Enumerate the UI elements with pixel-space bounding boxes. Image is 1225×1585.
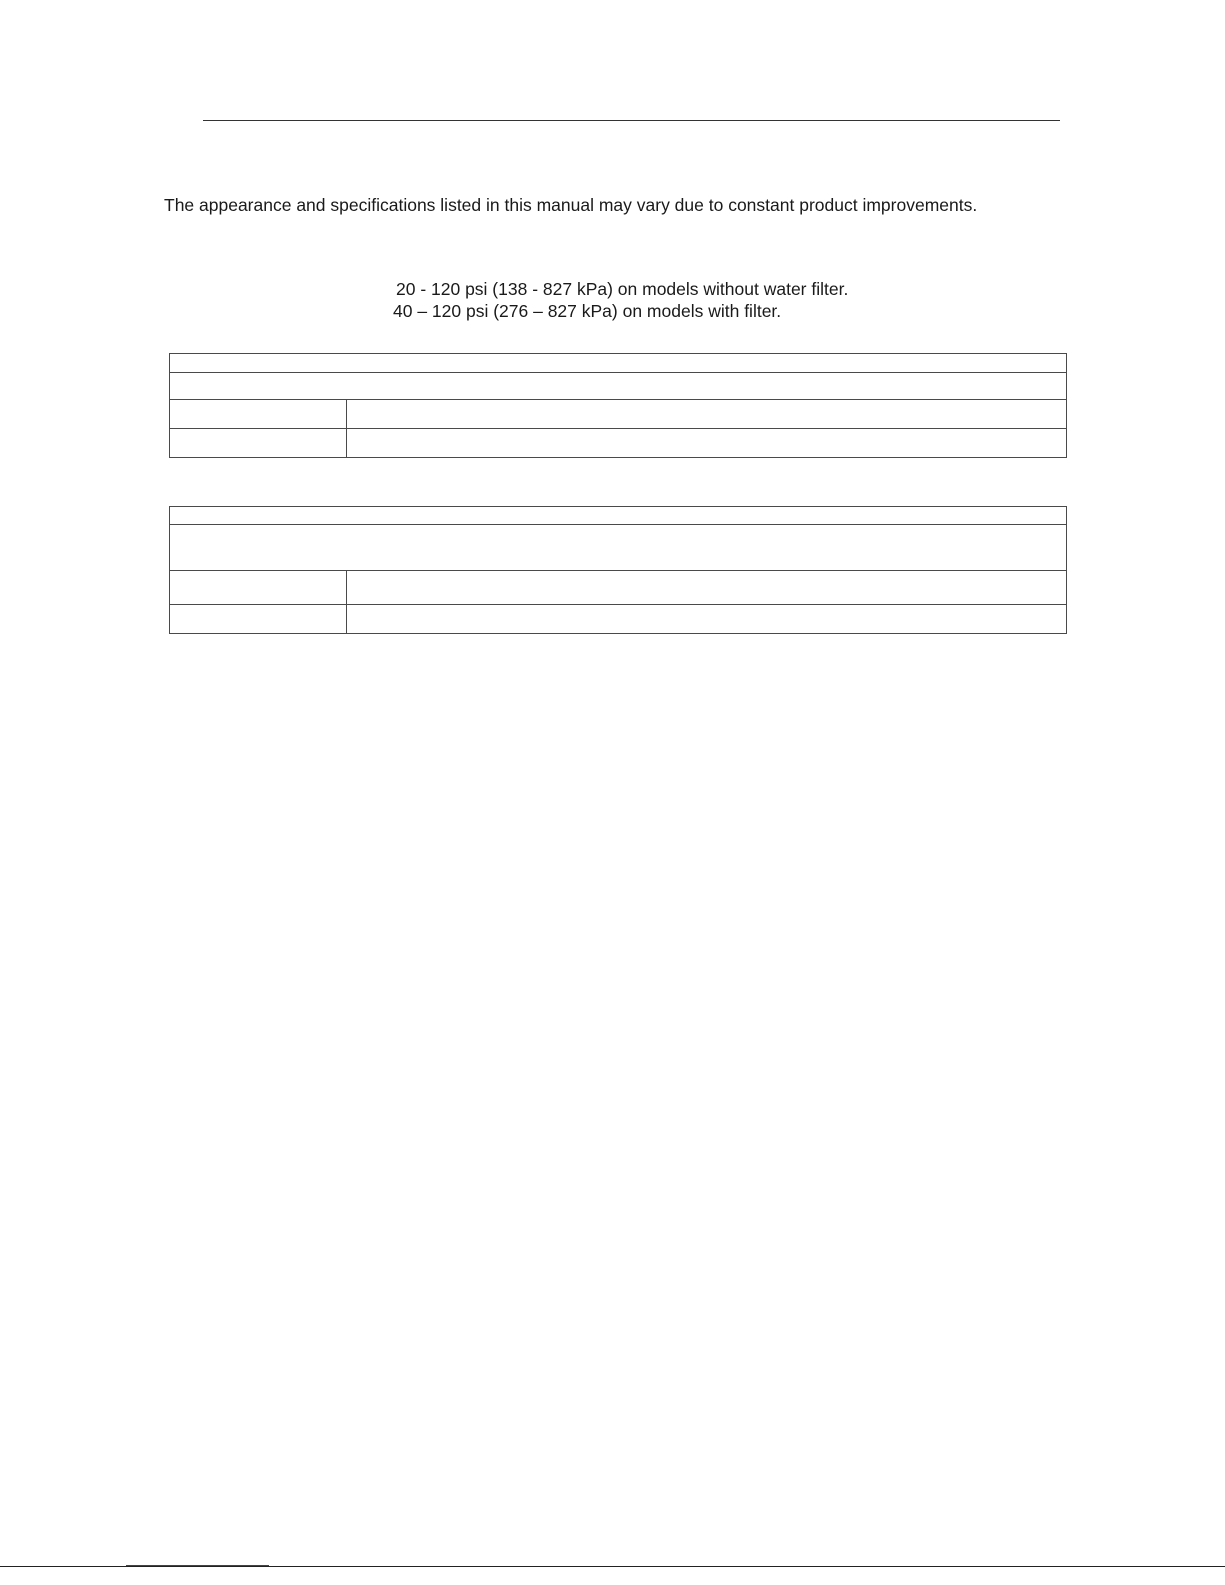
- table-cell: [170, 429, 347, 458]
- table-row: [170, 354, 1067, 373]
- table-cell: [347, 605, 1067, 634]
- table-cell: [170, 525, 1067, 571]
- pressure-spec-without-filter: 20 - 120 psi (138 - 827 kPa) on models without water filter.: [396, 279, 849, 299]
- spec-table-1: [169, 353, 1067, 458]
- table-row: [170, 400, 1067, 429]
- table-cell: [347, 429, 1067, 458]
- table-row: [170, 571, 1067, 605]
- table-cell: [170, 507, 1067, 525]
- table-cell: [170, 571, 347, 605]
- table-cell: [170, 605, 347, 634]
- table-cell: [170, 373, 1067, 400]
- table-row: [170, 507, 1067, 525]
- spec-table-2: [169, 506, 1067, 634]
- table-row: [170, 525, 1067, 571]
- table-cell: [347, 571, 1067, 605]
- intro-paragraph: The appearance and specifications listed in this manual may vary due to constant product improvements.: [164, 195, 978, 215]
- table-cell: [347, 400, 1067, 429]
- table-row: [170, 429, 1067, 458]
- footer-rule: [0, 1566, 1225, 1567]
- table-row: [170, 605, 1067, 634]
- table-cell: [170, 400, 347, 429]
- header-rule: [203, 120, 1060, 121]
- pressure-spec-with-filter: 40 – 120 psi (276 – 827 kPa) on models with filter.: [393, 301, 782, 321]
- table-cell: [170, 354, 1067, 373]
- table-row: [170, 373, 1067, 400]
- footnote-link[interactable]: [126, 1550, 269, 1566]
